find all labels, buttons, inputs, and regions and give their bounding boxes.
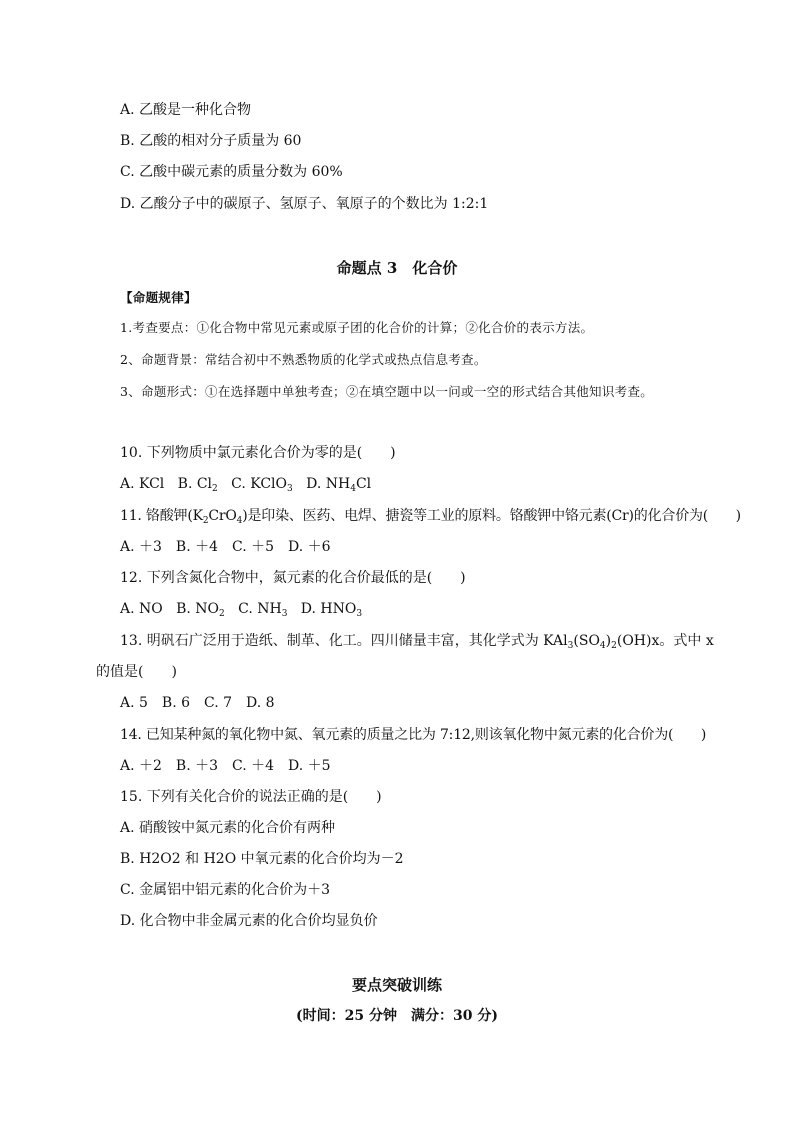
q12-stem: 12. 下列含氮化合物中，氮元素的化合价最低的是( ) bbox=[120, 570, 466, 586]
q14-stem: 14. 已知某种氮的氧化物中氮、氧元素的质量之比为 7:12,则该氧化物中氮元素的化合价为( ) bbox=[120, 727, 707, 743]
rule-item-3: 3、命题形式：①在选择题中单独考查；②在填空题中以一问或一空的形式结合其他知识考查。 bbox=[120, 384, 654, 399]
q10-option-d: D. $NH_4Cl$ bbox=[306, 476, 372, 494]
q10-option-b: B. $Cl_2$ bbox=[177, 476, 218, 494]
training-subtitle: (时间：25 分钟 满分：30 分) bbox=[296, 1008, 498, 1024]
q9-option-b: B. 乙酸的相对分子质量为 60 bbox=[120, 133, 302, 149]
q15-option-a: A. 硝酸铵中氮元素的化合价有两种 bbox=[120, 820, 336, 836]
q12-option-c: C. $NH_3$ bbox=[238, 601, 288, 619]
section-title: 命题点 3 化合价 bbox=[336, 259, 458, 277]
rule-item-2: 2、命题背景：常结合初中不熟悉物质的化学式或热点信息考查。 bbox=[120, 352, 487, 367]
q12-option-b: B. $NO_2$ bbox=[176, 601, 225, 619]
q12-option-a: A. NO bbox=[120, 601, 163, 617]
rule-item-1: 1.考查要点：①化合物中常见元素或原子团的化合价的计算；②化合价的表示方法。 bbox=[120, 320, 594, 335]
q15-stem: 15. 下列有关化合价的说法正确的是( ) bbox=[120, 789, 382, 805]
q11-stem: 11. 铬酸钾$(K_2CrO_4)$是印染、医药、电焊、搪瓷等工业的原料。铬酸钾中铬元素(Cr)的化合价为( ) bbox=[120, 508, 741, 526]
q10-option-a: A. KCl bbox=[120, 476, 165, 492]
q13-stem: 13. 明矾石广泛用于造纸、制革、化工。四川储量丰富，其化学式为 $KAl_3(SO_4)_2(OH)x$。式中 x bbox=[120, 633, 714, 651]
q12-options bbox=[120, 599, 362, 619]
q10-option-c: C. KClO$_3$ bbox=[231, 476, 293, 494]
q12-option-d: D. $HNO_3$ bbox=[300, 601, 363, 619]
q15-option-d: D. 化合物中非金属元素的化合价均显负价 bbox=[120, 913, 378, 929]
q15-option-c: C. 金属铝中铝元素的化合价为＋3 bbox=[120, 882, 331, 898]
q11-options: A. ＋3 B. ＋4 C. ＋5 D. ＋6 bbox=[120, 539, 331, 555]
q10-options bbox=[120, 474, 371, 494]
q13-stem-line2: 的值是( ) bbox=[96, 664, 177, 680]
q9-option-c: C. 乙酸中碳元素的质量分数为 60% bbox=[120, 164, 343, 180]
rule-header: 【命题规律】 bbox=[120, 290, 197, 305]
q15-option-b: B. H2O2 和 H2O 中氧元素的化合价均为－2 bbox=[120, 851, 404, 867]
q13-options: A. 5 B. 6 C. 7 D. 8 bbox=[120, 695, 275, 711]
q14-options: A. ＋2 B. ＋3 C. ＋4 D. ＋5 bbox=[120, 758, 331, 774]
q10-stem: 10. 下列物质中氯元素化合价为零的是( ) bbox=[120, 445, 396, 461]
training-title: 要点突破训练 bbox=[351, 976, 442, 994]
q9-option-d: D. 乙酸分子中的碳原子、氢原子、氧原子的个数比为 1:2:1 bbox=[120, 196, 489, 212]
q9-option-a: A. 乙酸是一种化合物 bbox=[120, 102, 252, 118]
